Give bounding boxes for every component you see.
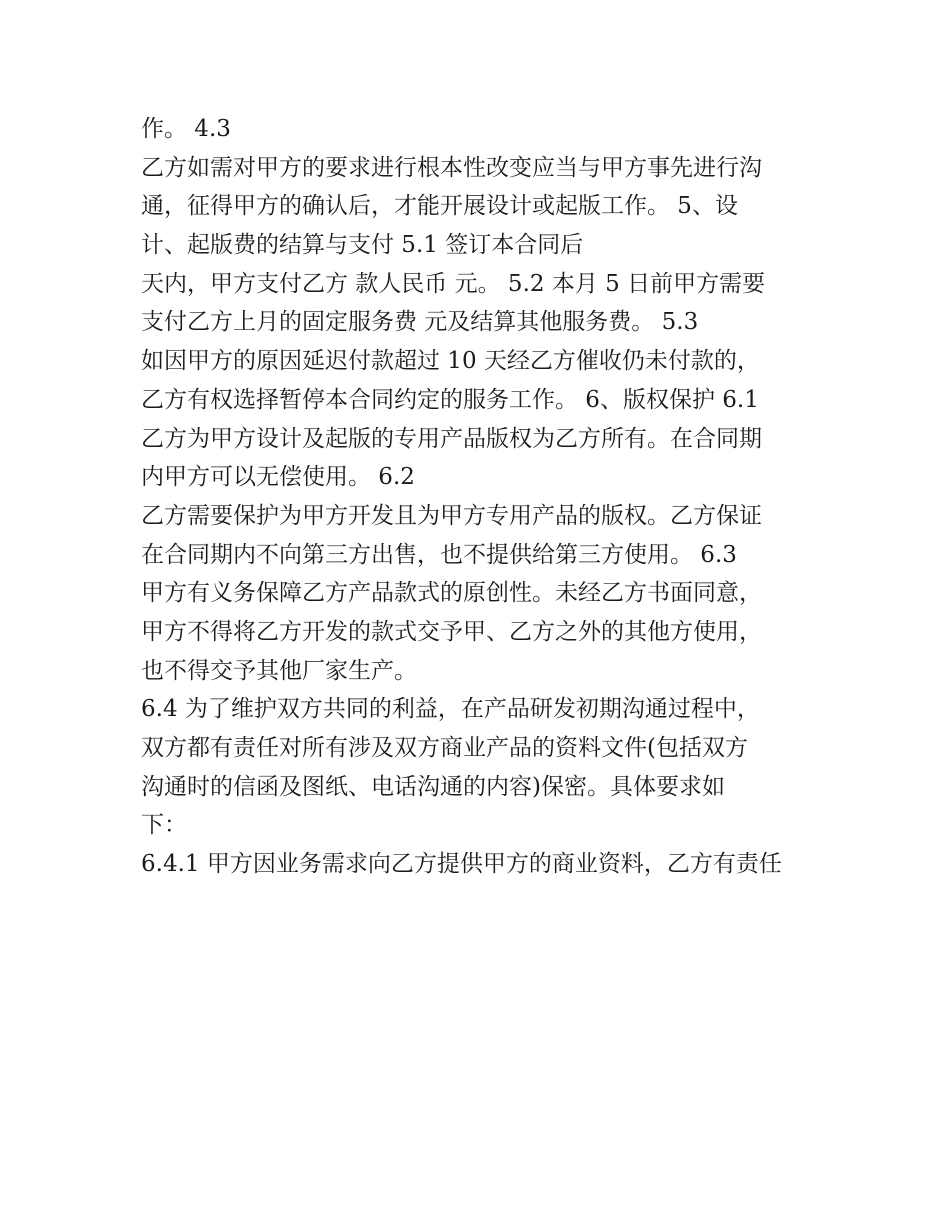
text-line-3: 通，征得甲方的确认后，才能开展设计或起版工作。 5、设 bbox=[141, 193, 738, 220]
text-line-10: 内甲方可以无偿使用。 6.2 bbox=[141, 464, 415, 491]
text-line-11: 乙方需要保护为甲方开发且为甲方专用产品的版权。乙方保证 bbox=[141, 502, 762, 529]
text-line-8: 乙方有权选择暂停本合同约定的服务工作。 6、版权保护 6.1 bbox=[141, 386, 759, 413]
text-line-18: 沟通时的信函及图纸、电话沟通的内容)保密。具体要求如 bbox=[141, 773, 725, 800]
text-line-9: 乙方为甲方设计及起版的专用产品版权为乙方所有。在合同期 bbox=[141, 425, 762, 452]
text-line-7: 如因甲方的原因延迟付款超过 10 天经乙方催收仍未付款的， bbox=[141, 348, 760, 375]
text-line-1: 作。 4.3 bbox=[141, 116, 231, 142]
text-line-19: 下： bbox=[141, 812, 187, 839]
text-line-13: 甲方有义务保障乙方产品款式的原创性。未经乙方书面同意， bbox=[141, 580, 762, 607]
text-line-12: 在合同期内不向第三方出售，也不提供给第三方使用。 6.3 bbox=[141, 541, 737, 568]
text-line-16: 6.4 为了维护双方共同的利益，在产品研发初期沟通过程中， bbox=[141, 696, 760, 723]
text-line-17: 双方都有责任对所有涉及双方商业产品的资料文件(包括双方 bbox=[141, 735, 748, 761]
text-line-4: 计、起版费的结算与支付 5.1 签订本合同后 bbox=[141, 232, 584, 259]
text-line-5: 天内，甲方支付乙方 款人民币 元。 5.2 本月 5 日前甲方需要 bbox=[141, 270, 766, 297]
text-line-15: 也不得交予其他厂家生产。 bbox=[141, 657, 417, 684]
text-line-14: 甲方不得将乙方开发的款式交予甲、乙方之外的其他方使用， bbox=[141, 618, 762, 645]
text-line-2: 乙方如需对甲方的要求进行根本性改变应当与甲方事先进行沟 bbox=[141, 154, 762, 181]
text-line-6: 支付乙方上月的固定服务费 元及结算其他服务费。 5.3 bbox=[141, 309, 699, 336]
text-line-20: 6.4.1 甲方因业务需求向乙方提供甲方的商业资料，乙方有责任 bbox=[141, 851, 782, 878]
contract-text-body bbox=[141, 110, 831, 884]
